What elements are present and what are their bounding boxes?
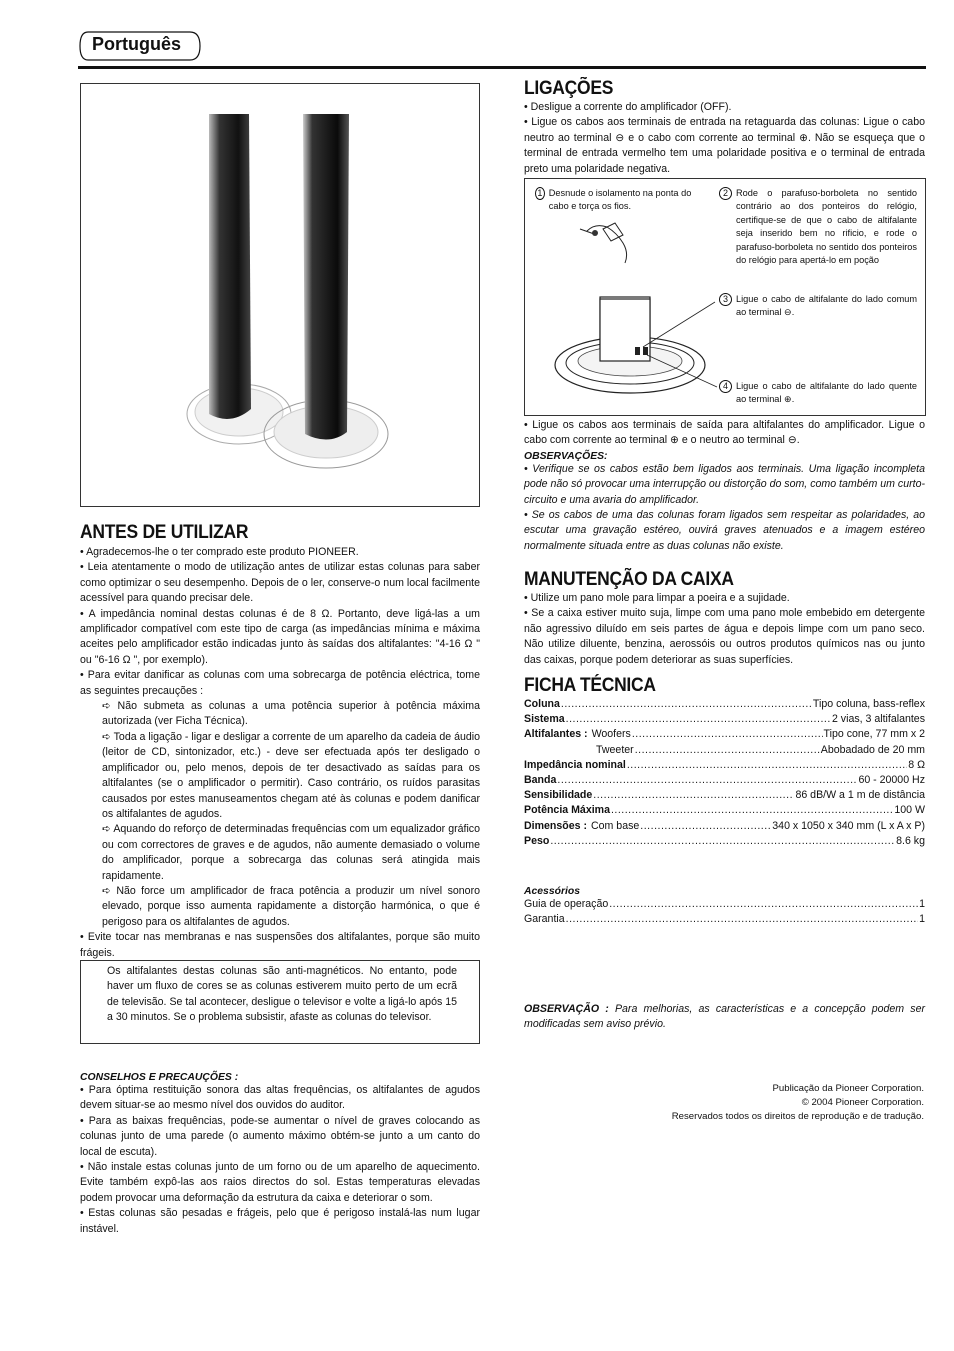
accessory-qty: 1 [919,913,925,926]
spec-leader-dots [561,697,812,712]
accessory-row [524,912,925,927]
conselhos-p2: • Para as baixas frequências, pode-se aumentar o nível de graves colocando as colunas junto de uma parede (o aumento máximo obtém-se junto a um canto do local de escuta). [80,1114,480,1158]
spec-value: 8.6 kg [896,834,925,847]
step-1-number: 1 [535,187,545,200]
step-2-text: Rode o parafuso-borboleta no sentido contrário ao dos ponteiros do relógio, certifique-se de que o cabo de altifalante seja inserido bem no rificio, e rode o parafuso-borboleta no sentido dos ponteiros do relógio para apertá-lo em poção [736,188,917,266]
publisher-footer [604,1082,924,1123]
ligacoes-p1: • Desligue a corrente do amplificador (OFF). [524,101,732,113]
manutencao-p1: • Utilize um pano mole para limpar a poeira e a sujidade. [524,592,790,604]
spec-leader-dots [557,773,857,788]
step-1-text: Desnude o isolamento na ponta do cabo e torça os fios. [548,188,692,212]
acessorios-section [524,886,925,927]
antes-bullet-2: ➪ Toda a ligação - ligar e desligar a corrente de um aparelho da cadeia de áudio (leitor de CD, sintonizador, etc.) - deve ser efectuada após ter desligado o amplificador ou, pelo menos, depois de ter desactivado as saídas para os altifalantes (se o amplificador o permitir). Caso contrário, os ruídos parasitas causados por estes manuseamentos chegam até às colunas e podem danificar os altifalantes de agudos. [102,730,480,820]
antes-bullet-4: ➪ Não force um amplificador de fraca potência a produzir um nível sonoro elevado, porque isso aumenta rapidamente a distorção harmónica, o que é perigoso para os altifalantes de agudos. [102,884,480,928]
spec-value: Abobadado de 20 mm [820,743,925,756]
accessory-leader-dots [609,897,918,912]
step-2-number: 2 [719,187,732,200]
antes-title: ANTES DE UTILIZAR [80,522,249,543]
accessory-row [524,897,925,912]
antes-p1: • Agradecemos-lhe o ter comprado este produto PIONEER. [80,546,359,558]
accessory-name: Garantia [524,913,565,926]
spec-row [524,788,925,803]
spec-key: Banda [524,774,557,787]
ligacoes-after [524,418,925,554]
spec-value: 340 x 1050 x 340 mm (L x A x P) [772,819,925,832]
spec-list [524,697,925,849]
footer-line-1: Publicação da Pioneer Corporation. [772,1083,924,1094]
conselhos-p1: • Para óptima restituição sonora das altas frequências, os altifalantes de agudos devem situar-se ao mesmo nível dos ouvidos do auditor. [80,1084,480,1112]
spec-row [524,743,925,758]
spec-row [524,758,925,773]
acessorios-title: Acessórios [524,886,581,897]
spec-key: Sensibilidade [524,789,593,802]
ficha-section [524,675,925,849]
spec-row [524,773,925,788]
antes-bullet-1: ➪ Não submeta as colunas a uma potência superior à potência máxima autorizada (ver Ficha Técnica). [102,700,480,728]
spec-row [524,697,925,712]
observacao-label: OBSERVAÇÃO : [524,1003,609,1015]
spec-key: Altifalantes : [524,728,588,741]
spec-leader-dots [627,758,907,773]
step-4-text: Ligue o cabo de altifalante do lado quente ao terminal ⊕. [736,381,917,405]
spec-leader-dots [640,819,771,834]
step-3 [719,293,917,320]
ligacoes-p3: • Ligue os cabos aos terminais de saída para altifalantes do amplificador. Ligue o cabo com corrente ao terminal ⊕ e o neutro ao terminal ⊖. [524,419,925,447]
spec-row [524,819,925,834]
connection-diagram [524,178,926,416]
spec-leader-dots [611,803,893,818]
step-1 [535,187,710,214]
spec-leader-dots [566,712,831,727]
speakers-illustration [81,84,479,506]
step-2 [719,187,917,267]
ficha-title: FICHA TÉCNICA [524,675,656,696]
observacoes-1: • Verifique se os cabos estão bem ligados aos terminais. Uma ligação incompleta pode não só provocar uma interrupção ou distorção do som, como também um curto-circuito e uma avaria do amplificador. [524,462,925,506]
conselhos-p4: • Estas colunas são pesadas e frágeis, pelo que é perigoso instalá-las num lugar instável. [80,1207,480,1235]
spec-value: 100 W [894,804,925,817]
antes-bullet-3: ➪ Aquando do reforço de determinadas frequências com um equalizador gráfico ou com correctores de graves e de agudos, não aumente demasiado o volume do amplificador, porque a sobrecarga das colunas será atingida mais rapidamente. [102,823,480,882]
ligacoes-title: LIGAÇÕES [524,78,614,99]
ligacoes-p2: • Ligue os cabos aos terminais de entrada na retaguarda das colunas: Ligue o cabo neutro ao terminal ⊖ e o cabo com corrente ao terminal ⊕. Não se esqueça que o terminal de entrada vermelho tem uma polaridade positiva e o terminal de entrada preto uma polaridade negativa. [524,116,925,175]
spec-value: 60 - 20000 Hz [858,774,925,787]
antes-p4: • Para evitar danificar as colunas com uma sobrecarga de potência eléctrica, tome as seguintes precauções : [80,669,480,697]
antes-p2: • Leia atentamente o modo de utilização antes de utilizar estas colunas para saber como optimizar o seu desempenho. Depois de o ler, conserve-o num local facilmente acessível para quando precisar dele. [80,561,480,605]
spec-key: Sistema [524,713,565,726]
spec-row [524,712,925,727]
spec-value: Tipo coluna, bass-reflex [812,698,925,710]
footer-line-3: Reservados todos os direitos de reprodução e de tradução. [671,1110,924,1122]
spec-key: Dimensões : [524,819,587,832]
spec-subkey: Com base [591,819,640,832]
spec-leader-dots [635,743,820,758]
observacoes-2: • Se os cabos de uma das colunas foram ligados sem respeitar as polaridades, ao escutar uma gravação estéreo, ouvirá graves atenuados e a imagem estéreo normalmente situada entre as duas colunas não existe. [524,509,925,552]
step-3-number: 3 [719,293,732,306]
spec-value: 2 vias, 3 altifalantes [831,713,925,726]
spec-row [524,834,925,849]
spec-key: Potência Máxima [524,804,610,817]
header-rule [78,66,926,69]
spec-row [524,727,925,742]
spec-row [524,803,925,818]
accessory-qty: 1 [919,898,925,910]
observacoes-title: OBSERVAÇÕES: [524,450,608,462]
antes-section [80,522,480,961]
spec-key: Peso [524,834,550,847]
spec-key: Impedância nominal [524,758,626,771]
step-3-text: Ligue o cabo de altifalante do lado comum ao terminal ⊖. [736,294,917,318]
acessorios-list [524,897,925,927]
manutencao-section [524,569,925,668]
manutencao-p2: • Se a caixa estiver muito suja, limpe com uma pano mole embebido em detergente não agressivo diluído em seis partes de água e depois limpe com um pano seco. Não utilize diluente, benzina, aerossóis ou outros produtos químicos nas ou junto das caixas, porque podem deteriorar as suas superfícies. [524,607,925,666]
observacao-note [524,1002,925,1033]
footer-line-2: © 2004 Pioneer Corporation. [801,1096,924,1108]
language-tab-label: Português [92,34,182,54]
spec-subkey: Woofers [591,728,631,741]
spec-value: Tipo cone, 77 mm x 2 [823,728,925,741]
antes-p5: • Evite tocar nas membranas e nas suspensões dos altifalantes, porque são muito frágeis. [80,931,480,959]
observacao-body: Para melhorias, as características e a concepção podem ser modificadas sem aviso prévio. [524,1003,925,1031]
spec-key: Coluna [524,698,560,710]
spec-leader-dots [550,834,895,849]
step-4-number: 4 [719,380,732,393]
speaker-image-frame [80,83,480,507]
step-4 [719,380,917,407]
antes-p3: • A impedância nominal destas colunas é de 8 Ω. Portanto, deve ligá-las a um amplificador compatível com este tipo de carga (as impedâncias mínima e máxima aceites pelo amplificador estão indicadas junto às saídas dos altifalantes: "4-16 Ω " ou "6-16 Ω ", por exemplo). [80,607,480,666]
accessory-name: Guia de operação [524,898,609,910]
ligacoes-section [524,78,925,177]
spec-leader-dots [632,727,823,742]
conselhos-p3: • Não instale estas colunas junto de um forno ou de um aparelho de aquecimento. Evite também expô-las aos raios directos do sol. Estas temperaturas elevadas podem provocar uma deformação da estrutura da caixa e deteriorar o som. [80,1161,480,1204]
conselhos-section [80,1072,480,1237]
magnetic-notice-text: Os altifalantes destas colunas são anti-magnéticos. No entanto, pode haver um fluxo de cores se as colunas estiverem muito perto de um ecrã de televisão. Se tal acontecer, desligue o televisor e volte a ligá-lo após 15 a 30 minutos. Se o problema subsistir, afaste as colunas do televisor. [107,965,457,1024]
language-tab [78,30,202,62]
spec-value: 8 Ω [908,758,925,771]
spec-leader-dots [593,788,794,803]
spec-value: 86 dB/W a 1 m de distância [795,789,925,802]
manutencao-title: MANUTENÇÃO DA CAIXA [524,569,734,590]
spec-subkey: Tweeter [596,743,634,756]
magnetic-notice-box [80,960,480,1044]
observacao-text [524,1002,925,1033]
accessory-leader-dots [566,912,918,927]
conselhos-title: CONSELHOS E PRECAUÇÕES : [80,1072,239,1083]
